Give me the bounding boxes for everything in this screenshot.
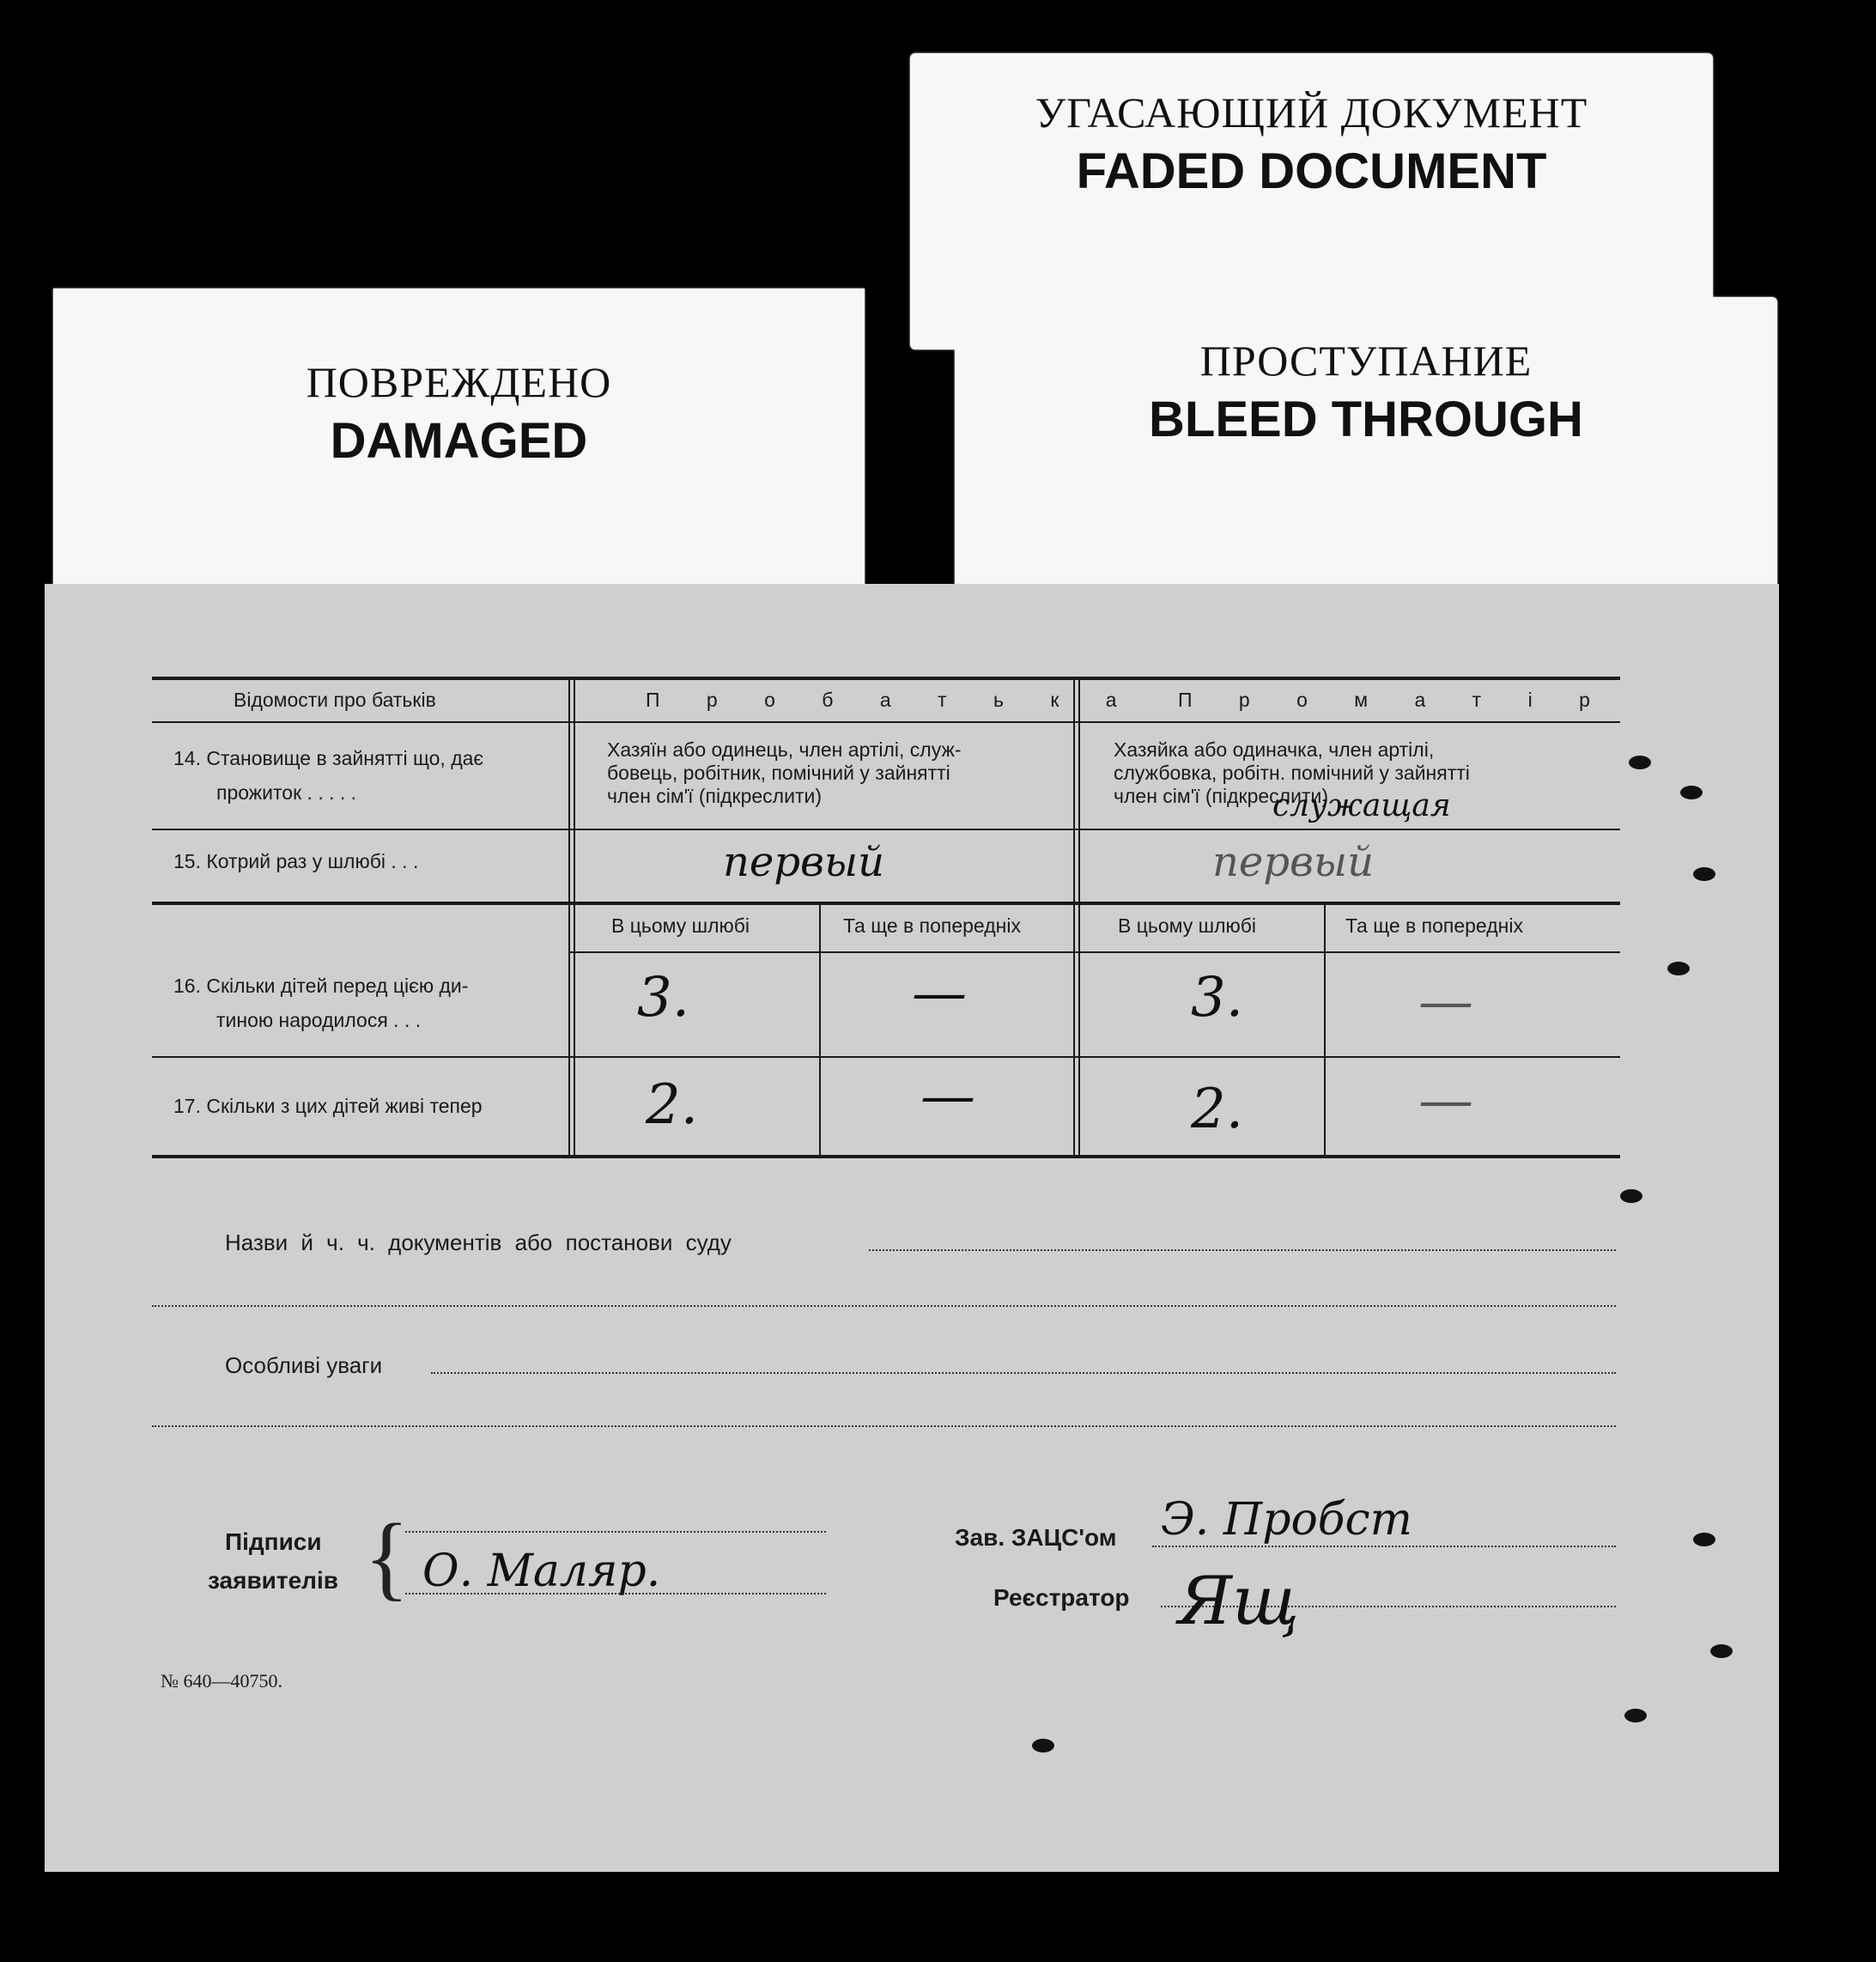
registrar-signature: Ящ (1178, 1563, 1300, 1640)
bleed-through-card (955, 297, 1777, 606)
col-divider-2 (1073, 677, 1075, 1157)
applicants-label-2: заявителів (208, 1567, 338, 1594)
row17-label: 17. Скільки з цих дітей живі тепер (173, 1095, 483, 1117)
col-divider-mother-sub (1324, 903, 1326, 1157)
subheader-father-previous: Та ще в попередніх (843, 914, 1021, 937)
damage-mark (1710, 1644, 1733, 1658)
damaged-label-ru: ПОВРЕЖДЕНО (306, 358, 612, 406)
subheader-mother-previous: Та ще в попередніх (1345, 914, 1523, 937)
row14-father-1: Хазяїн або одинець, член артілі, служ- (607, 738, 962, 761)
damage-mark (1693, 1533, 1715, 1546)
header-parents-info: Відомости про батьків (234, 689, 436, 711)
row14-father-2: бовець, робітник, помічний у зайнятті (607, 762, 950, 784)
applicant-line-1 (405, 1531, 826, 1533)
row16-father-previous: — (912, 962, 967, 1025)
row14-mother-2: службовка, робітн. помічний у зайнятті (1114, 762, 1470, 784)
row15-label: 15. Котрий раз у шлюбі . . . (173, 850, 419, 872)
row14-mother-3: член сім'ї (підкреслити) (1114, 785, 1328, 807)
registry-document (45, 584, 1779, 1872)
col-divider-father-sub (819, 903, 821, 1157)
damage-mark (1629, 756, 1651, 769)
subheader-mother-this: В цьому шлюбі (1118, 914, 1257, 937)
row14-label-2: прожиток . . . . . (216, 781, 357, 804)
faded-label-en: FADED DOCUMENT (1076, 143, 1547, 199)
damage-mark (1624, 1709, 1647, 1722)
row17-father-this: 2. (646, 1073, 699, 1137)
damaged-label-en: DAMAGED (330, 413, 588, 469)
notes-line-1 (431, 1372, 1616, 1374)
col-divider-2b (1078, 677, 1080, 1157)
form-number: № 640—40750. (161, 1670, 282, 1692)
row16-mother-this: 3. (1191, 966, 1244, 1030)
damage-mark (1667, 962, 1690, 975)
table-bottom-rule (152, 1155, 1620, 1158)
applicants-label-1: Підписи (225, 1528, 322, 1555)
damage-mark (1032, 1739, 1054, 1752)
documents-label: Назви й ч. ч. документів або постанови суду (225, 1230, 732, 1255)
header-rule (152, 721, 1620, 723)
registrar-label: Реєстратор (993, 1584, 1130, 1611)
row17-mother-this: 2. (1191, 1078, 1244, 1141)
subheader-rule (568, 951, 1620, 953)
row16-label-1: 16. Скільки дітей перед цією ди- (173, 975, 469, 997)
head-signature: Э. Пробст (1161, 1494, 1412, 1546)
row14-label-1: 14. Становище в зайнятті що, дає (173, 747, 484, 769)
head-label: Зав. ЗАЦС'ом (955, 1524, 1117, 1551)
damage-mark (1693, 867, 1715, 881)
head-line (1152, 1546, 1616, 1547)
damage-mark (1680, 786, 1703, 799)
col-divider-1 (568, 677, 570, 1157)
col-divider-1b (574, 677, 575, 1157)
row16-mother-previous: — (1418, 970, 1473, 1034)
row17-father-previous: — (920, 1065, 975, 1128)
damage-mark (1620, 1189, 1642, 1203)
row15-mother-handwriting: первый (1212, 838, 1374, 886)
faded-label-ru: УГАСАЮЩИЙ ДОКУМЕНТ (1035, 88, 1588, 137)
row16-rule (152, 1056, 1620, 1058)
row15-rule (152, 902, 1620, 905)
applicant-signature: О. Маляр. (422, 1546, 661, 1597)
row14-mother-handwriting: служащая (1272, 788, 1451, 823)
row14-rule (152, 829, 1620, 830)
header-father: П р о б а т ь к а (646, 689, 1138, 711)
documents-line-2 (152, 1305, 1616, 1307)
notes-line-2 (152, 1425, 1616, 1427)
row16-father-this: 3. (637, 966, 690, 1030)
bleed-label-en: BLEED THROUGH (1149, 392, 1583, 447)
header-mother: П р о м а т і р (1178, 689, 1611, 711)
table-top-rule (152, 677, 1620, 680)
row16-label-2: тиною народилося . . . (216, 1009, 422, 1031)
row14-mother-1: Хазяйка або одиначка, член артілі, (1114, 738, 1435, 761)
subheader-father-this: В цьому шлюбі (611, 914, 750, 937)
row15-father-handwriting: первый (723, 838, 884, 886)
row17-mother-previous: — (1418, 1069, 1473, 1133)
bleed-label-ru: ПРОСТУПАНИЕ (1199, 337, 1533, 385)
damaged-card (53, 289, 865, 598)
applicants-brace: { (364, 1504, 410, 1609)
row14-father-3: член сім'ї (підкреслити) (607, 785, 822, 807)
notes-label: Особливі уваги (225, 1352, 383, 1378)
documents-line-1 (869, 1249, 1616, 1251)
